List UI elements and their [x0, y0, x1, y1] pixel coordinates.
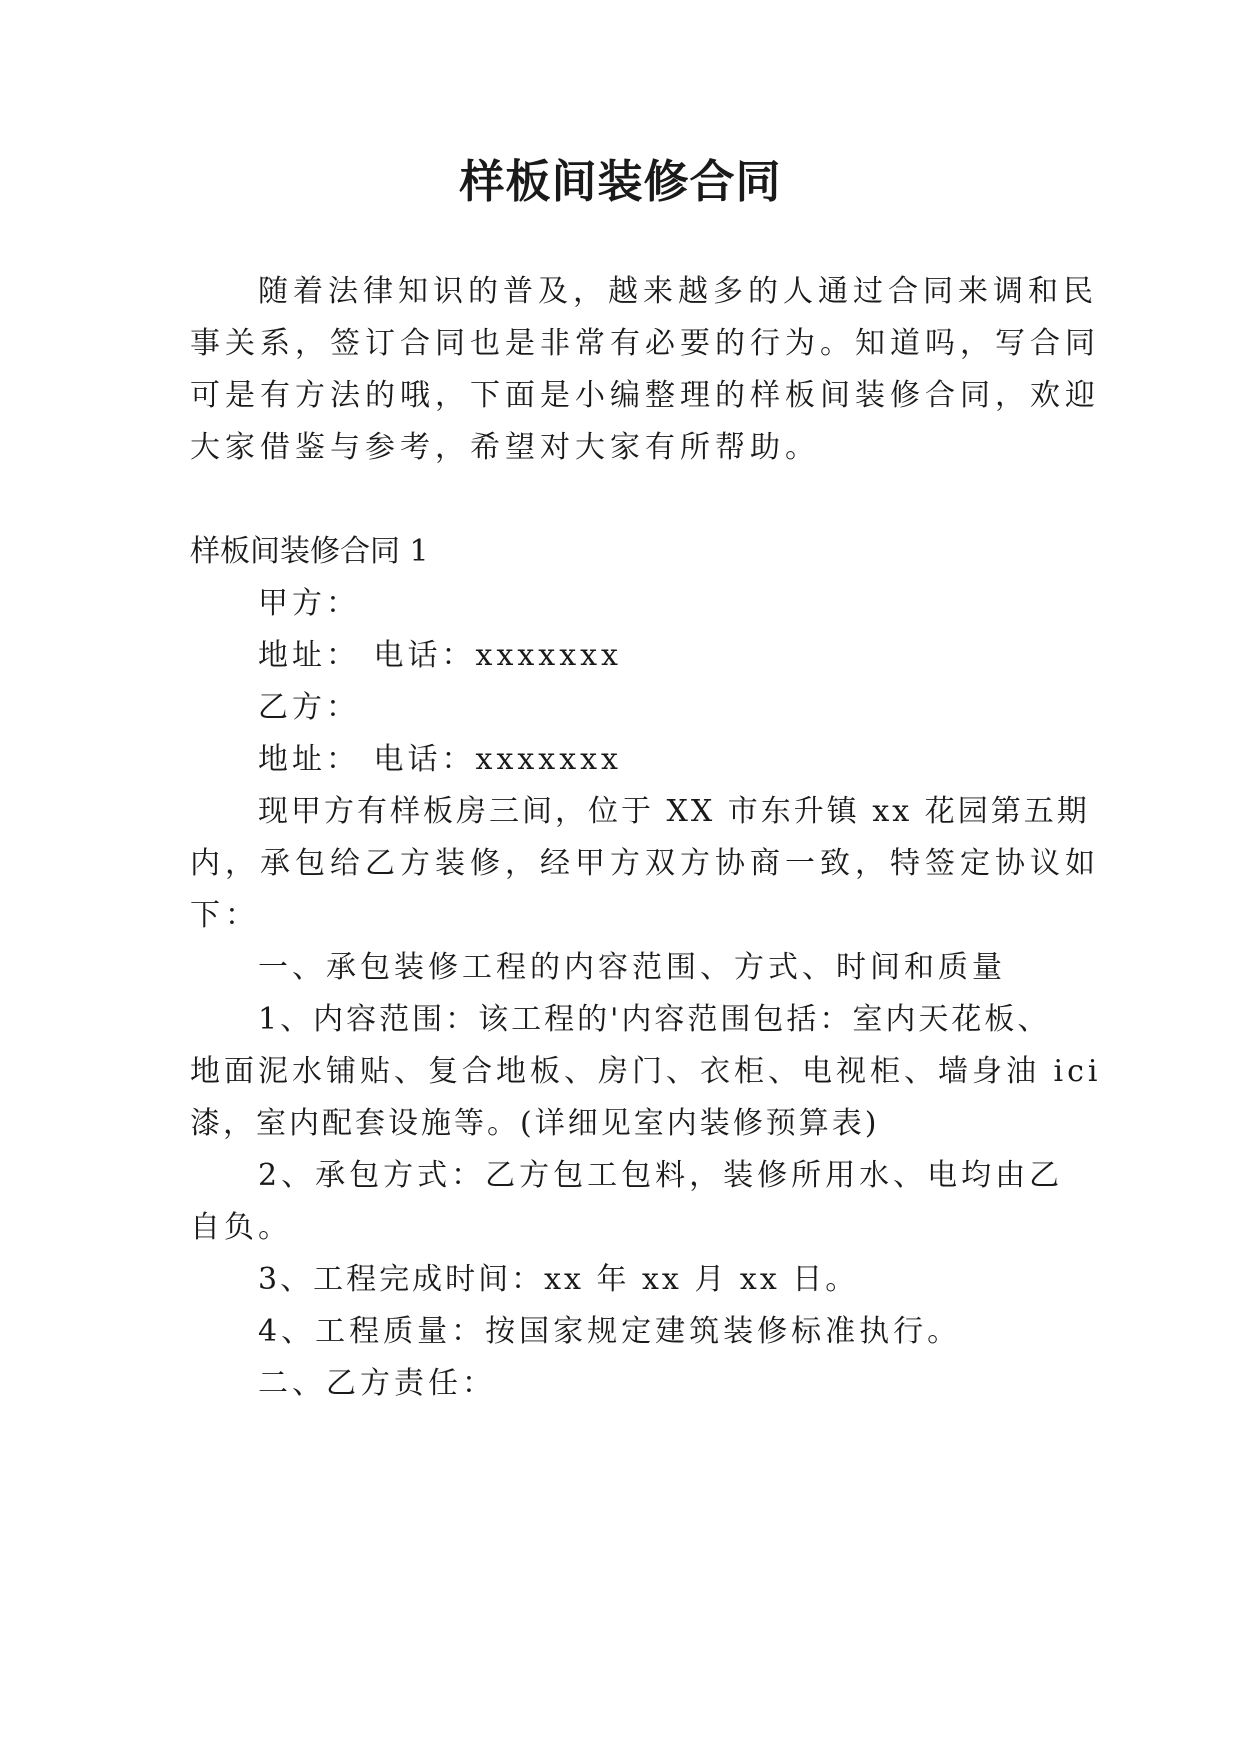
party-a-label: 甲方：: [258, 586, 360, 621]
intro-line-3: 可是有方法的哦，下面是小编整理的样板间装修合同，欢迎: [190, 378, 1100, 413]
party-a-contact: 地址： 电话：xxxxxxx: [258, 638, 622, 673]
preamble-line-3: 下：: [190, 898, 260, 933]
clause-1-heading: 一、承包装修工程的内容范围、方式、时间和质量: [258, 950, 1006, 985]
party-b-contact: 地址： 电话：xxxxxxx: [258, 742, 622, 777]
clause-1-2-line-2: 自负。: [190, 1210, 292, 1245]
clause-1-1-line-3: 漆，室内配套设施等。(详细见室内装修预算表): [190, 1106, 880, 1141]
clause-1-4: 4、工程质量：按国家规定建筑装修标准执行。: [258, 1314, 962, 1349]
preamble-line-2: 内，承包给乙方装修，经甲方双方协商一致，特签定协议如: [190, 846, 1100, 881]
intro-line-1: 随着法律知识的普及，越来越多的人通过合同来调和民: [258, 274, 1098, 309]
intro-line-2: 事关系，签订合同也是非常有必要的行为。知道吗，写合同: [190, 326, 1100, 361]
clause-2-heading: 二、乙方责任：: [258, 1366, 496, 1401]
preamble-line-1: 现甲方有样板房三间，位于 XX 市东升镇 xx 花园第五期: [258, 794, 1090, 829]
clause-1-1-line-1: 1、内容范围：该工程的'内容范围包括：室内天花板、: [258, 1002, 1051, 1037]
party-b-label: 乙方：: [258, 690, 360, 725]
clause-1-1-line-2: 地面泥水铺贴、复合地板、房门、衣柜、电视柜、墙身油 ici: [190, 1054, 1102, 1089]
clause-1-3: 3、工程完成时间：xx 年 xx 月 xx 日。: [258, 1262, 859, 1297]
document-title: 样板间装修合同: [459, 155, 782, 208]
intro-line-4: 大家借鉴与参考，希望对大家有所帮助。: [190, 430, 820, 465]
clause-1-2-line-1: 2、承包方式：乙方包工包料，装修所用水、电均由乙: [258, 1158, 1064, 1193]
section-heading: 样板间装修合同 1: [190, 534, 429, 569]
